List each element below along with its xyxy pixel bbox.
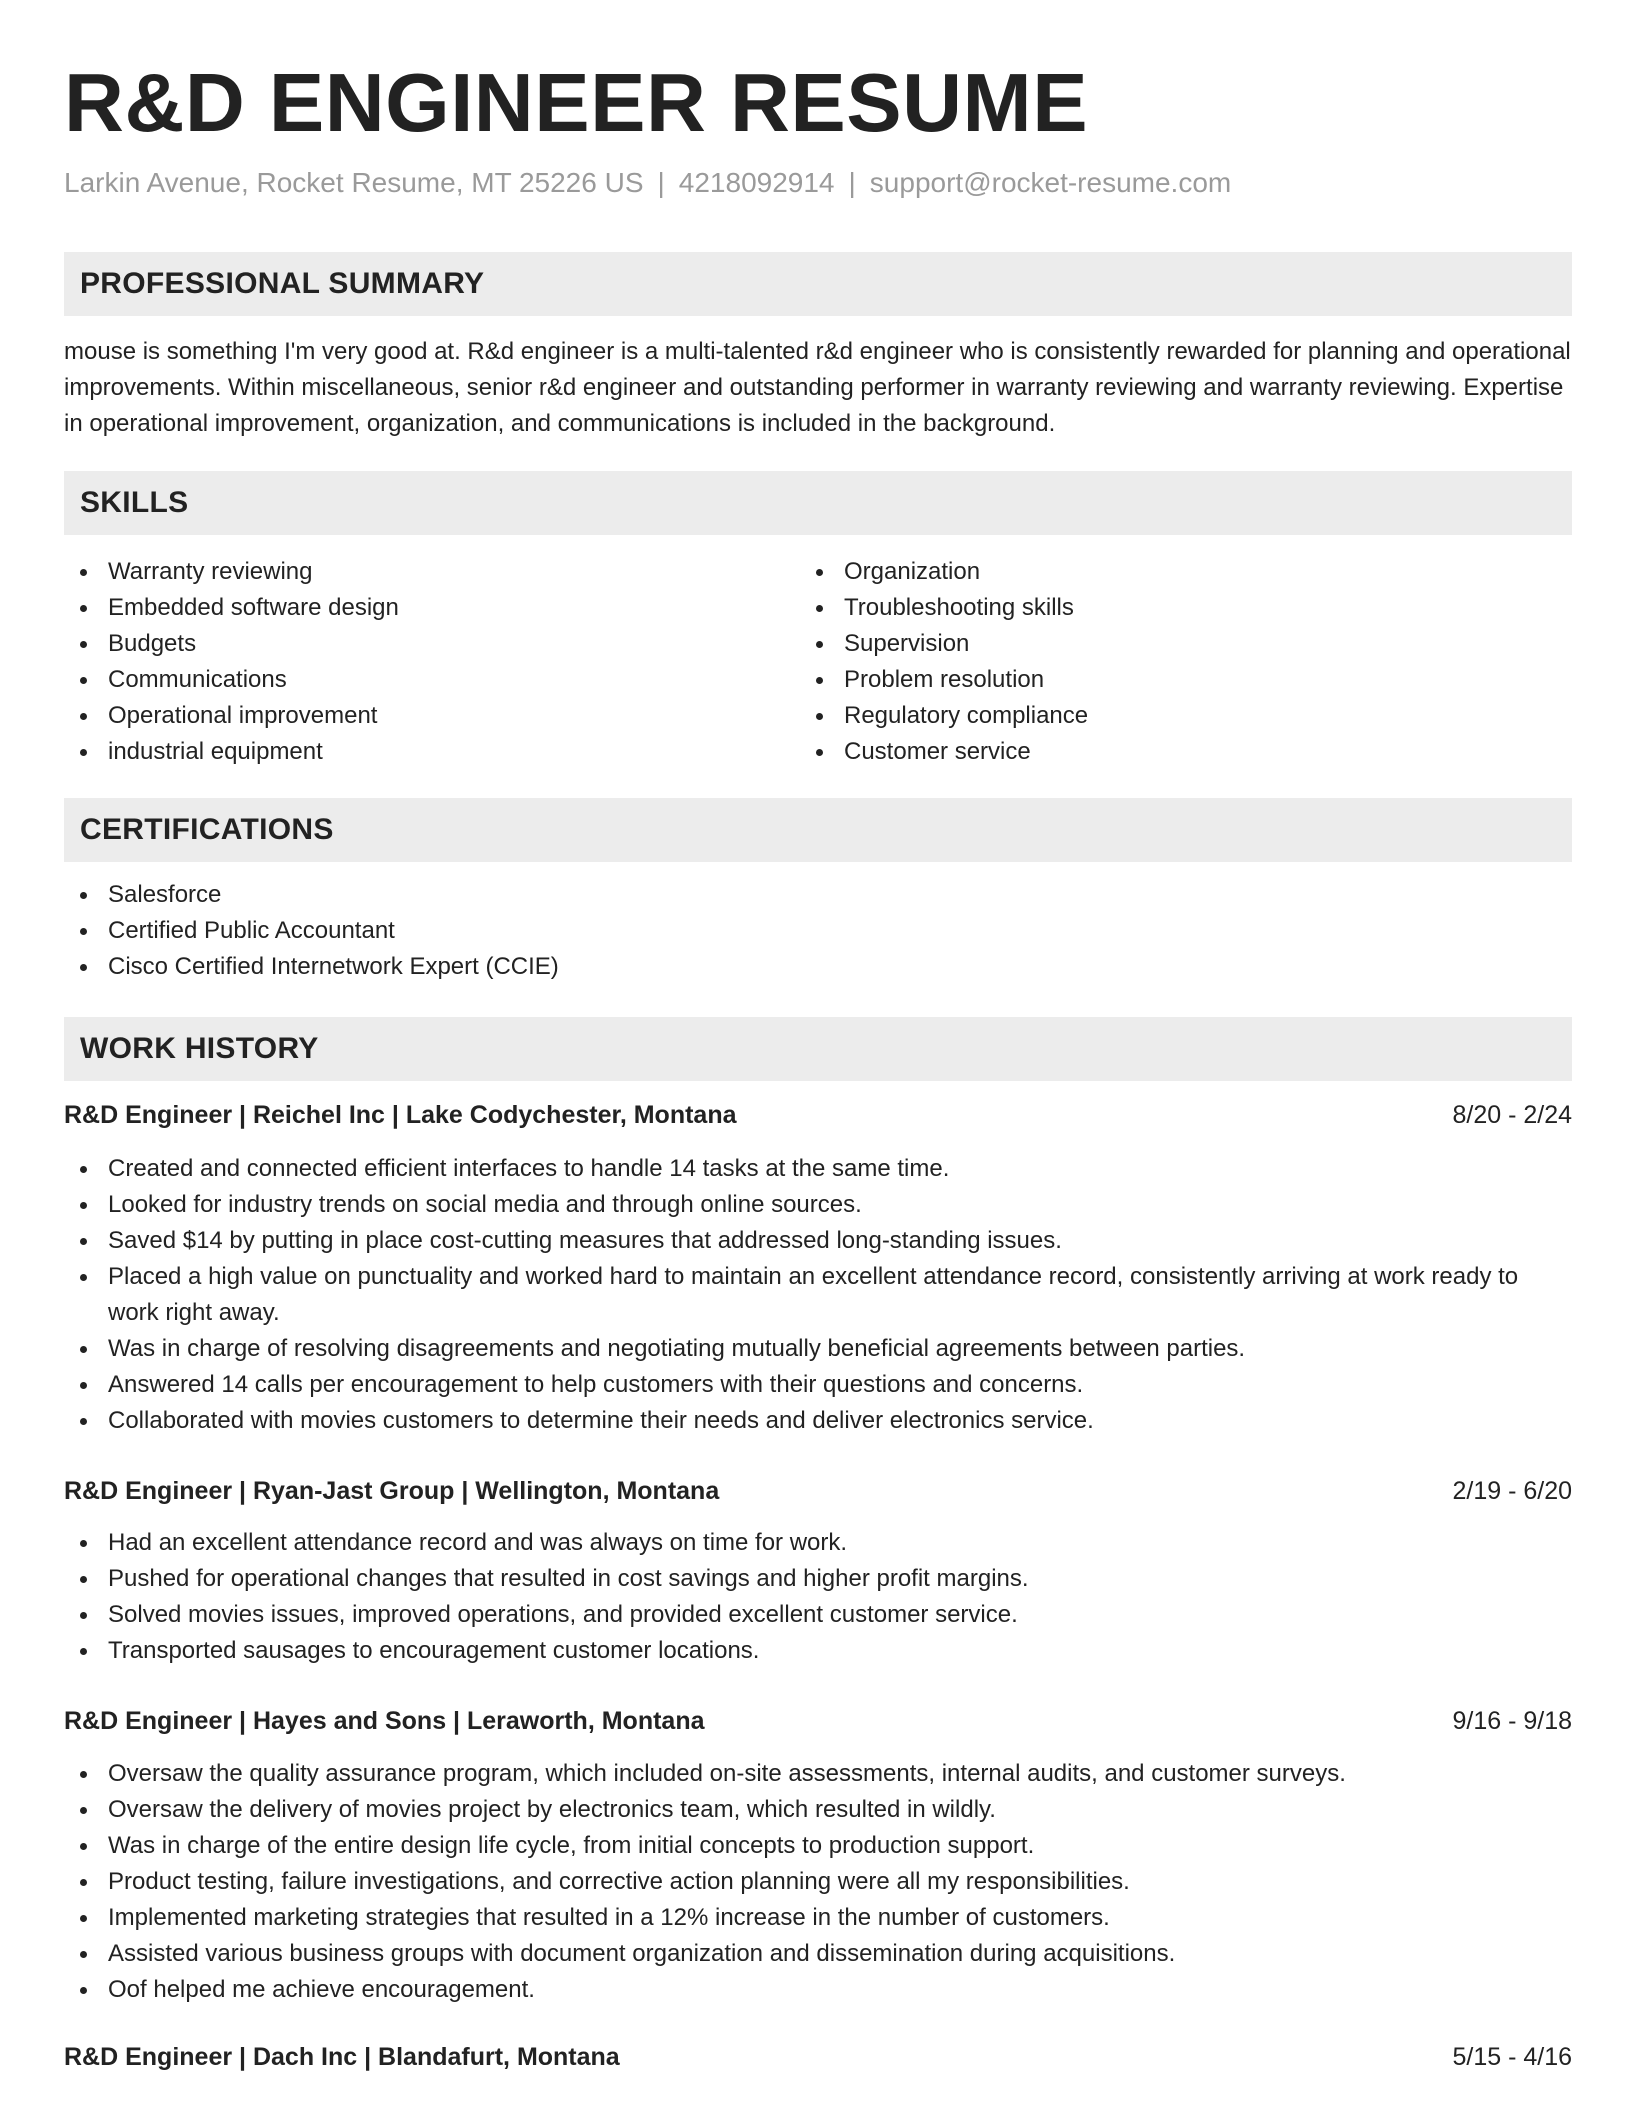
job-bullets xyxy=(64,1756,1572,2008)
list-item: Was in charge of the entire design life cycle, from initial concepts to production support. xyxy=(64,1828,1572,1864)
job-bullets xyxy=(64,1525,1572,1669)
job-title: R&D Engineer | Reichel Inc | Lake Codychester, Montana xyxy=(64,1101,737,1129)
section-heading-skills: SKILLS xyxy=(64,471,1572,535)
list-item: Oof helped me achieve encouragement. xyxy=(64,1972,1572,2008)
list-item: Product testing, failure investigations, and corrective action planning were all my responsibilities. xyxy=(64,1864,1572,1900)
job-title: R&D Engineer | Hayes and Sons | Leraworth, Montana xyxy=(64,1707,705,1735)
list-item: industrial equipment xyxy=(64,734,764,770)
list-item: Warranty reviewing xyxy=(64,554,764,590)
list-item: Customer service xyxy=(800,734,1500,770)
list-item: Oversaw the quality assurance program, which included on-site assessments, internal audits, and customer surveys. xyxy=(64,1756,1572,1792)
list-item: Solved movies issues, improved operations, and provided excellent customer service. xyxy=(64,1597,1572,1633)
contact-separator: | xyxy=(657,167,665,198)
list-item: Supervision xyxy=(800,626,1500,662)
list-item: Created and connected efficient interfaces to handle 14 tasks at the same time. xyxy=(64,1151,1572,1187)
contact-separator: | xyxy=(848,167,856,198)
contact-address: Larkin Avenue, Rocket Resume, MT 25226 US xyxy=(64,167,644,198)
section-heading-summary: PROFESSIONAL SUMMARY xyxy=(64,252,1572,316)
contact-line xyxy=(64,167,1231,199)
job-header xyxy=(64,2039,1572,2075)
list-item: Pushed for operational changes that resulted in cost savings and higher profit margins. xyxy=(64,1561,1572,1597)
job-header xyxy=(64,1703,1572,1739)
list-item: Communications xyxy=(64,662,764,698)
job-dates: 9/16 - 9/18 xyxy=(1452,1707,1572,1735)
section-heading-work-history: WORK HISTORY xyxy=(64,1017,1572,1081)
list-item: Oversaw the delivery of movies project by electronics team, which resulted in wildly. xyxy=(64,1792,1572,1828)
list-item: Looked for industry trends on social media and through online sources. xyxy=(64,1187,1572,1223)
list-item: Transported sausages to encouragement customer locations. xyxy=(64,1633,1572,1669)
contact-phone: 4218092914 xyxy=(678,167,835,198)
skills-list-right xyxy=(800,554,1500,770)
list-item: Budgets xyxy=(64,626,764,662)
contact-email: support@rocket-resume.com xyxy=(869,167,1232,198)
summary-text: mouse is something I'm very good at. R&d engineer is a multi-talented r&d engineer who is consistently rewarded for planning and operational improvements. Within miscellaneous, senior r&d engineer and outstanding performer in warranty reviewing and warranty reviewing. Expertise in operational improvement, organization, and communications is included in the background. xyxy=(64,338,1571,437)
section-heading-certifications: CERTIFICATIONS xyxy=(64,798,1572,862)
job-header xyxy=(64,1097,1572,1133)
list-item: Saved $14 by putting in place cost-cutting measures that addressed long-standing issues. xyxy=(64,1223,1572,1259)
list-item: Problem resolution xyxy=(800,662,1500,698)
resume-title: R&D ENGINEER RESUME xyxy=(64,56,1089,149)
skills-column-right xyxy=(800,554,1500,770)
list-item: Placed a high value on punctuality and worked hard to maintain an excellent attendance record, consistently arriving at work ready to work right away. xyxy=(64,1259,1572,1331)
certifications-list xyxy=(64,877,1572,985)
list-item: Implemented marketing strategies that resulted in a 12% increase in the number of customers. xyxy=(64,1900,1572,1936)
list-item: Operational improvement xyxy=(64,698,764,734)
list-item: Salesforce xyxy=(64,877,1572,913)
list-item: Regulatory compliance xyxy=(800,698,1500,734)
list-item: Certified Public Accountant xyxy=(64,913,1572,949)
list-item: Embedded software design xyxy=(64,590,764,626)
job-header xyxy=(64,1473,1572,1509)
job-bullets xyxy=(64,1151,1572,1439)
job-dates: 5/15 - 4/16 xyxy=(1452,2043,1572,2071)
list-item: Assisted various business groups with document organization and dissemination during acquisitions. xyxy=(64,1936,1572,1972)
job-title: R&D Engineer | Dach Inc | Blandafurt, Montana xyxy=(64,2043,620,2071)
list-item: Had an excellent attendance record and was always on time for work. xyxy=(64,1525,1572,1561)
list-item: Organization xyxy=(800,554,1500,590)
job-dates: 8/20 - 2/24 xyxy=(1452,1101,1572,1129)
list-item: Troubleshooting skills xyxy=(800,590,1500,626)
job-title: R&D Engineer | Ryan-Jast Group | Wellington, Montana xyxy=(64,1477,720,1505)
list-item: Was in charge of resolving disagreements and negotiating mutually beneficial agreements between parties. xyxy=(64,1331,1572,1367)
skills-list-left xyxy=(64,554,764,770)
list-item: Answered 14 calls per encouragement to help customers with their questions and concerns. xyxy=(64,1367,1572,1403)
job-dates: 2/19 - 6/20 xyxy=(1452,1477,1572,1505)
skills-column-left xyxy=(64,554,764,770)
list-item: Collaborated with movies customers to determine their needs and deliver electronics service. xyxy=(64,1403,1572,1439)
list-item: Cisco Certified Internetwork Expert (CCIE) xyxy=(64,949,1572,985)
